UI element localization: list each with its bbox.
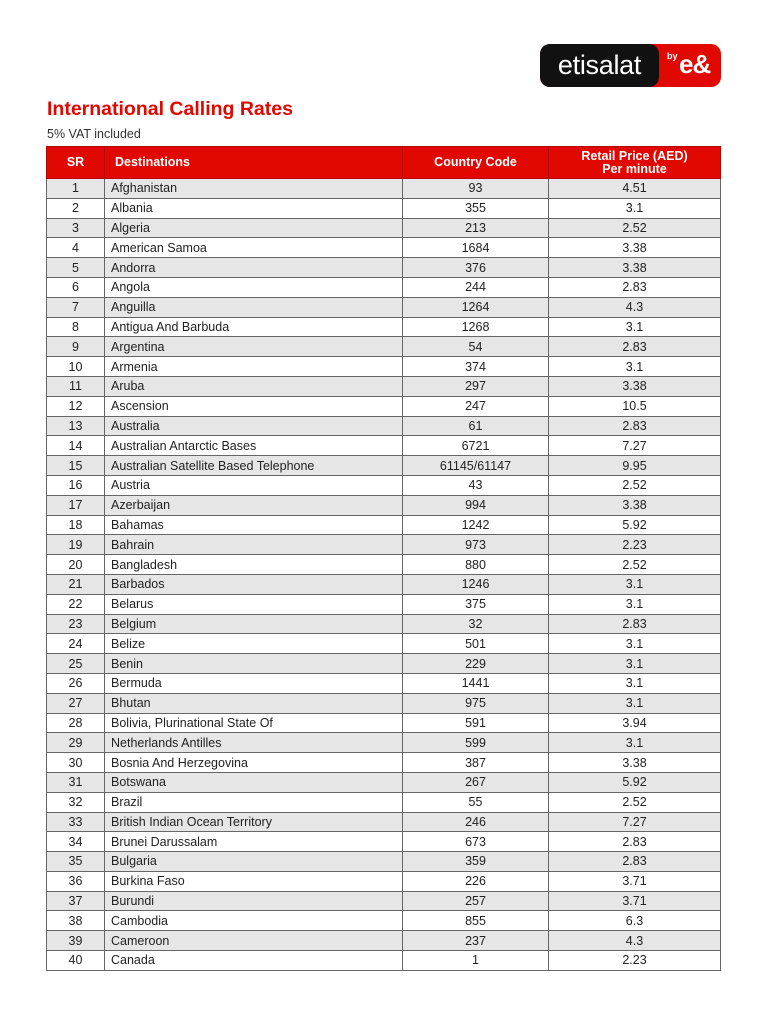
price-cell: 7.27 xyxy=(549,812,721,832)
country-code-cell: 975 xyxy=(403,693,549,713)
country-code-cell: 55 xyxy=(403,792,549,812)
logo-e-and-mark: e& xyxy=(679,49,711,79)
logo-wordmark: etisalat xyxy=(540,44,659,87)
destination-cell: Afghanistan xyxy=(105,179,403,199)
table-row xyxy=(47,238,721,258)
price-cell: 3.38 xyxy=(549,495,721,515)
table-row xyxy=(47,871,721,891)
table-row xyxy=(47,357,721,377)
country-code-cell: 226 xyxy=(403,871,549,891)
country-code-cell: 855 xyxy=(403,911,549,931)
destination-cell: Bangladesh xyxy=(105,555,403,575)
price-cell: 3.38 xyxy=(549,238,721,258)
table-row xyxy=(47,891,721,911)
country-code-cell: 32 xyxy=(403,614,549,634)
price-cell: 3.1 xyxy=(549,357,721,377)
destination-cell: Netherlands Antilles xyxy=(105,733,403,753)
price-cell: 2.23 xyxy=(549,535,721,555)
country-code-cell: 237 xyxy=(403,931,549,951)
table-row xyxy=(47,297,721,317)
vat-note: 5% VAT included xyxy=(47,127,141,141)
sr-cell: 33 xyxy=(47,812,105,832)
sr-cell: 24 xyxy=(47,634,105,654)
sr-cell: 9 xyxy=(47,337,105,357)
destination-cell: Australia xyxy=(105,416,403,436)
rates-table xyxy=(46,146,721,971)
table-row xyxy=(47,258,721,278)
price-cell: 4.3 xyxy=(549,297,721,317)
country-code-cell: 375 xyxy=(403,594,549,614)
table-row xyxy=(47,515,721,535)
price-cell: 2.52 xyxy=(549,555,721,575)
country-code-cell: 246 xyxy=(403,812,549,832)
price-cell: 2.83 xyxy=(549,277,721,297)
destination-cell: Cambodia xyxy=(105,911,403,931)
country-code-cell: 244 xyxy=(403,277,549,297)
table-row xyxy=(47,832,721,852)
price-cell: 5.92 xyxy=(549,515,721,535)
price-cell: 2.83 xyxy=(549,614,721,634)
sr-cell: 14 xyxy=(47,436,105,456)
table-row xyxy=(47,317,721,337)
table-row xyxy=(47,753,721,773)
destination-cell: Australian Satellite Based Telephone xyxy=(105,456,403,476)
table-row xyxy=(47,792,721,812)
sr-cell: 13 xyxy=(47,416,105,436)
sr-cell: 28 xyxy=(47,713,105,733)
destination-cell: Cameroon xyxy=(105,931,403,951)
destination-cell: Australian Antarctic Bases xyxy=(105,436,403,456)
price-cell: 3.1 xyxy=(549,673,721,693)
sr-cell: 11 xyxy=(47,376,105,396)
sr-cell: 7 xyxy=(47,297,105,317)
table-row xyxy=(47,654,721,674)
country-code-cell: 297 xyxy=(403,376,549,396)
destination-cell: Barbados xyxy=(105,574,403,594)
sr-cell: 25 xyxy=(47,654,105,674)
logo-by-text: by xyxy=(667,51,678,61)
sr-cell: 31 xyxy=(47,772,105,792)
price-cell: 3.1 xyxy=(549,634,721,654)
destination-cell: Belarus xyxy=(105,594,403,614)
table-row xyxy=(47,931,721,951)
sr-cell: 26 xyxy=(47,673,105,693)
table-row xyxy=(47,713,721,733)
price-cell: 3.38 xyxy=(549,258,721,278)
country-code-cell: 501 xyxy=(403,634,549,654)
sr-cell: 15 xyxy=(47,456,105,476)
table-row xyxy=(47,911,721,931)
destination-cell: Bhutan xyxy=(105,693,403,713)
country-code-cell: 355 xyxy=(403,198,549,218)
sr-cell: 21 xyxy=(47,574,105,594)
country-code-cell: 61 xyxy=(403,416,549,436)
table-row xyxy=(47,951,721,971)
price-cell: 3.38 xyxy=(549,753,721,773)
price-cell: 3.1 xyxy=(549,317,721,337)
price-cell: 2.83 xyxy=(549,416,721,436)
destination-cell: Burkina Faso xyxy=(105,871,403,891)
table-row xyxy=(47,614,721,634)
country-code-cell: 61145/61147 xyxy=(403,456,549,476)
per-minute-label: Per minute xyxy=(602,161,667,176)
destination-cell: Botswana xyxy=(105,772,403,792)
table-header-row xyxy=(47,147,721,179)
table-row xyxy=(47,198,721,218)
country-code-cell: 1441 xyxy=(403,673,549,693)
column-header-country-code: Country Code xyxy=(403,147,549,179)
table-body xyxy=(47,179,721,971)
country-code-cell: 267 xyxy=(403,772,549,792)
country-code-cell: 43 xyxy=(403,475,549,495)
sr-cell: 19 xyxy=(47,535,105,555)
country-code-cell: 1 xyxy=(403,951,549,971)
sr-cell: 32 xyxy=(47,792,105,812)
price-cell: 5.92 xyxy=(549,772,721,792)
destination-cell: Bermuda xyxy=(105,673,403,693)
table-row xyxy=(47,733,721,753)
page-title: International Calling Rates xyxy=(47,98,293,120)
sr-cell: 29 xyxy=(47,733,105,753)
country-code-cell: 599 xyxy=(403,733,549,753)
table-row xyxy=(47,475,721,495)
destination-cell: Angola xyxy=(105,277,403,297)
country-code-cell: 591 xyxy=(403,713,549,733)
sr-cell: 5 xyxy=(47,258,105,278)
destination-cell: Bahrain xyxy=(105,535,403,555)
price-cell: 3.94 xyxy=(549,713,721,733)
table-row xyxy=(47,337,721,357)
country-code-cell: 257 xyxy=(403,891,549,911)
country-code-cell: 994 xyxy=(403,495,549,515)
country-code-cell: 54 xyxy=(403,337,549,357)
destination-cell: Burundi xyxy=(105,891,403,911)
table-row xyxy=(47,456,721,476)
sr-cell: 27 xyxy=(47,693,105,713)
sr-cell: 3 xyxy=(47,218,105,238)
destination-cell: Argentina xyxy=(105,337,403,357)
etisalat-logo xyxy=(540,44,721,87)
price-cell: 2.83 xyxy=(549,337,721,357)
destination-cell: Antigua And Barbuda xyxy=(105,317,403,337)
sr-cell: 39 xyxy=(47,931,105,951)
table-row xyxy=(47,396,721,416)
sr-cell: 36 xyxy=(47,871,105,891)
destination-cell: Benin xyxy=(105,654,403,674)
sr-cell: 38 xyxy=(47,911,105,931)
price-cell: 9.95 xyxy=(549,456,721,476)
country-code-cell: 387 xyxy=(403,753,549,773)
country-code-cell: 374 xyxy=(403,357,549,377)
sr-cell: 16 xyxy=(47,475,105,495)
price-cell: 6.3 xyxy=(549,911,721,931)
country-code-cell: 359 xyxy=(403,852,549,872)
destination-cell: Aruba xyxy=(105,376,403,396)
sr-cell: 40 xyxy=(47,951,105,971)
column-header-sr: SR xyxy=(47,147,105,179)
table-row xyxy=(47,772,721,792)
price-cell: 10.5 xyxy=(549,396,721,416)
destination-cell: Brazil xyxy=(105,792,403,812)
table-row xyxy=(47,634,721,654)
table-row xyxy=(47,555,721,575)
sr-cell: 18 xyxy=(47,515,105,535)
country-code-cell: 1268 xyxy=(403,317,549,337)
sr-cell: 10 xyxy=(47,357,105,377)
destination-cell: Andorra xyxy=(105,258,403,278)
country-code-cell: 93 xyxy=(403,179,549,199)
price-cell: 2.52 xyxy=(549,218,721,238)
sr-cell: 34 xyxy=(47,832,105,852)
destination-cell: Belize xyxy=(105,634,403,654)
price-cell: 3.38 xyxy=(549,376,721,396)
table-row xyxy=(47,535,721,555)
price-cell: 2.83 xyxy=(549,852,721,872)
table-row xyxy=(47,812,721,832)
column-header-destinations: Destinations xyxy=(105,147,403,179)
table-row xyxy=(47,436,721,456)
sr-cell: 22 xyxy=(47,594,105,614)
country-code-cell: 1684 xyxy=(403,238,549,258)
sr-cell: 4 xyxy=(47,238,105,258)
sr-cell: 6 xyxy=(47,277,105,297)
table-row xyxy=(47,574,721,594)
table-row xyxy=(47,852,721,872)
table-row xyxy=(47,594,721,614)
destination-cell: British Indian Ocean Territory xyxy=(105,812,403,832)
table-row xyxy=(47,277,721,297)
country-code-cell: 880 xyxy=(403,555,549,575)
destination-cell: Albania xyxy=(105,198,403,218)
country-code-cell: 6721 xyxy=(403,436,549,456)
destination-cell: Bosnia And Herzegovina xyxy=(105,753,403,773)
sr-cell: 30 xyxy=(47,753,105,773)
destination-cell: Belgium xyxy=(105,614,403,634)
destination-cell: Canada xyxy=(105,951,403,971)
table-row xyxy=(47,673,721,693)
price-cell: 3.1 xyxy=(549,654,721,674)
price-cell: 2.52 xyxy=(549,792,721,812)
destination-cell: Ascension xyxy=(105,396,403,416)
price-cell: 4.3 xyxy=(549,931,721,951)
destination-cell: Bulgaria xyxy=(105,852,403,872)
destination-cell: Brunei Darussalam xyxy=(105,832,403,852)
sr-cell: 17 xyxy=(47,495,105,515)
price-cell: 3.1 xyxy=(549,574,721,594)
price-cell: 4.51 xyxy=(549,179,721,199)
destination-cell: Algeria xyxy=(105,218,403,238)
country-code-cell: 229 xyxy=(403,654,549,674)
sr-cell: 20 xyxy=(47,555,105,575)
country-code-cell: 1264 xyxy=(403,297,549,317)
country-code-cell: 1246 xyxy=(403,574,549,594)
country-code-cell: 973 xyxy=(403,535,549,555)
country-code-cell: 247 xyxy=(403,396,549,416)
table-row xyxy=(47,218,721,238)
table-row xyxy=(47,416,721,436)
price-cell: 2.52 xyxy=(549,475,721,495)
destination-cell: Bahamas xyxy=(105,515,403,535)
price-cell: 3.1 xyxy=(549,198,721,218)
table-row xyxy=(47,179,721,199)
sr-cell: 1 xyxy=(47,179,105,199)
price-cell: 3.71 xyxy=(549,871,721,891)
sr-cell: 35 xyxy=(47,852,105,872)
destination-cell: Austria xyxy=(105,475,403,495)
column-header-retail-price xyxy=(549,147,721,179)
price-cell: 3.1 xyxy=(549,594,721,614)
destination-cell: Armenia xyxy=(105,357,403,377)
destination-cell: Azerbaijan xyxy=(105,495,403,515)
sr-cell: 2 xyxy=(47,198,105,218)
country-code-cell: 213 xyxy=(403,218,549,238)
price-cell: 3.1 xyxy=(549,693,721,713)
retail-price-label: Retail Price (AED) xyxy=(581,148,688,163)
table-row xyxy=(47,495,721,515)
price-cell: 2.23 xyxy=(549,951,721,971)
price-cell: 2.83 xyxy=(549,832,721,852)
table-row xyxy=(47,693,721,713)
table-row xyxy=(47,376,721,396)
destination-cell: American Samoa xyxy=(105,238,403,258)
sr-cell: 23 xyxy=(47,614,105,634)
country-code-cell: 1242 xyxy=(403,515,549,535)
sr-cell: 12 xyxy=(47,396,105,416)
price-cell: 3.1 xyxy=(549,733,721,753)
destination-cell: Anguilla xyxy=(105,297,403,317)
sr-cell: 8 xyxy=(47,317,105,337)
sr-cell: 37 xyxy=(47,891,105,911)
price-cell: 7.27 xyxy=(549,436,721,456)
destination-cell: Bolivia, Plurinational State Of xyxy=(105,713,403,733)
price-cell: 3.71 xyxy=(549,891,721,911)
country-code-cell: 376 xyxy=(403,258,549,278)
country-code-cell: 673 xyxy=(403,832,549,852)
